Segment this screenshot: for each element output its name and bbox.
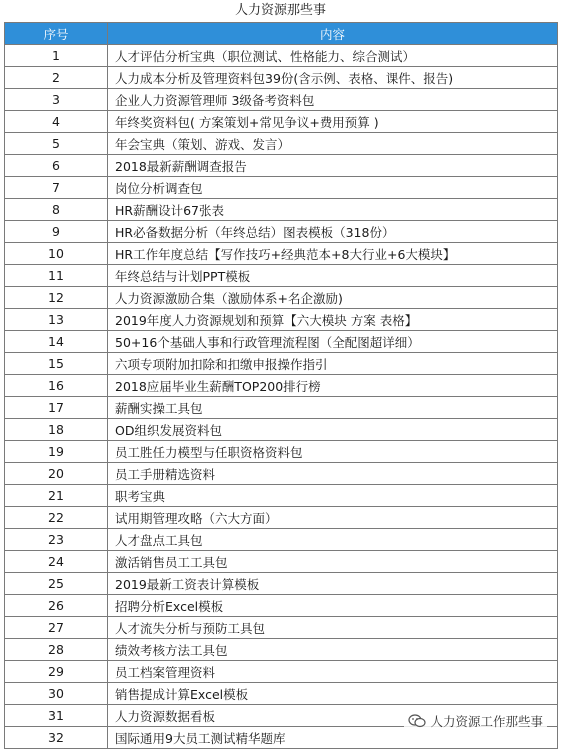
table-row <box>5 155 558 177</box>
row-number: 12 <box>5 287 108 309</box>
row-number: 9 <box>5 221 108 243</box>
table-row <box>5 353 558 375</box>
column-header-content: 内容 <box>108 23 558 45</box>
table-row <box>5 221 558 243</box>
row-content: 招聘分析Excel模板 <box>108 595 558 617</box>
table-row <box>5 529 558 551</box>
table-row <box>5 45 558 67</box>
row-content: 2018最新薪酬调查报告 <box>108 155 558 177</box>
row-number: 31 <box>5 705 108 727</box>
row-number: 23 <box>5 529 108 551</box>
row-content: 岗位分析调查包 <box>108 177 558 199</box>
row-content: 人力资源激励合集（激励体系+名企激励) <box>108 287 558 309</box>
row-number: 24 <box>5 551 108 573</box>
row-content: 企业人力资源管理师 3级备考资料包 <box>108 89 558 111</box>
row-number: 11 <box>5 265 108 287</box>
row-number: 28 <box>5 639 108 661</box>
row-number: 16 <box>5 375 108 397</box>
row-content: 激活销售员工工具包 <box>108 551 558 573</box>
watermark <box>404 712 547 730</box>
table-row <box>5 441 558 463</box>
row-number: 15 <box>5 353 108 375</box>
row-content: 2019年度人力资源规划和预算【六大模块 方案 表格】 <box>108 309 558 331</box>
row-content: 六项专项附加扣除和扣缴申报操作指引 <box>108 353 558 375</box>
row-content: 人才盘点工具包 <box>108 529 558 551</box>
table-row <box>5 375 558 397</box>
table-row <box>5 111 558 133</box>
row-number: 21 <box>5 485 108 507</box>
row-content: 人才流失分析与预防工具包 <box>108 617 558 639</box>
row-content: 50+16个基础人事和行政管理流程图（全配图超详细） <box>108 331 558 353</box>
table-row <box>5 617 558 639</box>
table-row <box>5 199 558 221</box>
row-number: 17 <box>5 397 108 419</box>
table-row <box>5 89 558 111</box>
table-header-row <box>5 23 558 45</box>
row-content: 员工档案管理资料 <box>108 661 558 683</box>
table-row <box>5 177 558 199</box>
row-content: 2019最新工资表计算模板 <box>108 573 558 595</box>
row-number: 22 <box>5 507 108 529</box>
table-row <box>5 507 558 529</box>
table-row <box>5 639 558 661</box>
row-content: OD组织发展资料包 <box>108 419 558 441</box>
row-number: 29 <box>5 661 108 683</box>
table-row <box>5 309 558 331</box>
table-row <box>5 243 558 265</box>
table-row <box>5 683 558 705</box>
row-content: 员工胜任力模型与任职资格资料包 <box>108 441 558 463</box>
row-content: 试用期管理攻略（六大方面） <box>108 507 558 529</box>
row-number: 30 <box>5 683 108 705</box>
row-number: 19 <box>5 441 108 463</box>
row-content: HR必备数据分析（年终总结）图表模板（318份） <box>108 221 558 243</box>
table-row <box>5 661 558 683</box>
row-content: 绩效考核方法工具包 <box>108 639 558 661</box>
table-row <box>5 485 558 507</box>
column-header-number: 序号 <box>5 23 108 45</box>
row-number: 14 <box>5 331 108 353</box>
row-content: 职考宝典 <box>108 485 558 507</box>
table-row <box>5 463 558 485</box>
row-number: 20 <box>5 463 108 485</box>
wechat-icon <box>408 714 426 728</box>
row-number: 5 <box>5 133 108 155</box>
row-content: 国际通用9大员工测试精华题库 <box>108 727 558 749</box>
table-row <box>5 595 558 617</box>
row-content: 薪酬实操工具包 <box>108 397 558 419</box>
table-row <box>5 67 558 89</box>
row-content: 人力资源数据看板 <box>108 705 558 727</box>
row-number: 2 <box>5 67 108 89</box>
row-content: HR薪酬设计67张表 <box>108 199 558 221</box>
sheet-title: 人力资源那些事 <box>234 3 326 18</box>
row-content: 年终总结与计划PPT模板 <box>108 265 558 287</box>
row-number: 10 <box>5 243 108 265</box>
table-row <box>5 397 558 419</box>
row-number: 27 <box>5 617 108 639</box>
row-number: 26 <box>5 595 108 617</box>
table-row <box>5 287 558 309</box>
row-number: 18 <box>5 419 108 441</box>
row-number: 13 <box>5 309 108 331</box>
resource-table <box>4 22 558 749</box>
row-number: 4 <box>5 111 108 133</box>
row-content: 人力成本分析及管理资料包39份(含示例、表格、课件、报告) <box>108 67 558 89</box>
table-row <box>5 551 558 573</box>
row-number: 6 <box>5 155 108 177</box>
table-row <box>5 265 558 287</box>
table-row <box>5 331 558 353</box>
row-number: 25 <box>5 573 108 595</box>
table-row <box>5 573 558 595</box>
row-content: 人才评估分析宝典（职位测试、性格能力、综合测试） <box>108 45 558 67</box>
watermark-text: 人力资源工作那些事 <box>430 714 543 729</box>
row-number: 32 <box>5 727 108 749</box>
row-content: 销售提成计算Excel模板 <box>108 683 558 705</box>
row-content: 年会宝典（策划、游戏、发言） <box>108 133 558 155</box>
row-number: 7 <box>5 177 108 199</box>
row-content: HR工作年度总结【写作技巧+经典范本+8大行业+6大模块】 <box>108 243 558 265</box>
table-row <box>5 133 558 155</box>
row-number: 3 <box>5 89 108 111</box>
row-content: 员工手册精选资料 <box>108 463 558 485</box>
row-number: 1 <box>5 45 108 67</box>
row-number: 8 <box>5 199 108 221</box>
row-content: 2018应届毕业生薪酬TOP200排行榜 <box>108 375 558 397</box>
row-content: 年终奖资料包( 方案策划+常见争议+费用预算 ) <box>108 111 558 133</box>
table-row <box>5 419 558 441</box>
